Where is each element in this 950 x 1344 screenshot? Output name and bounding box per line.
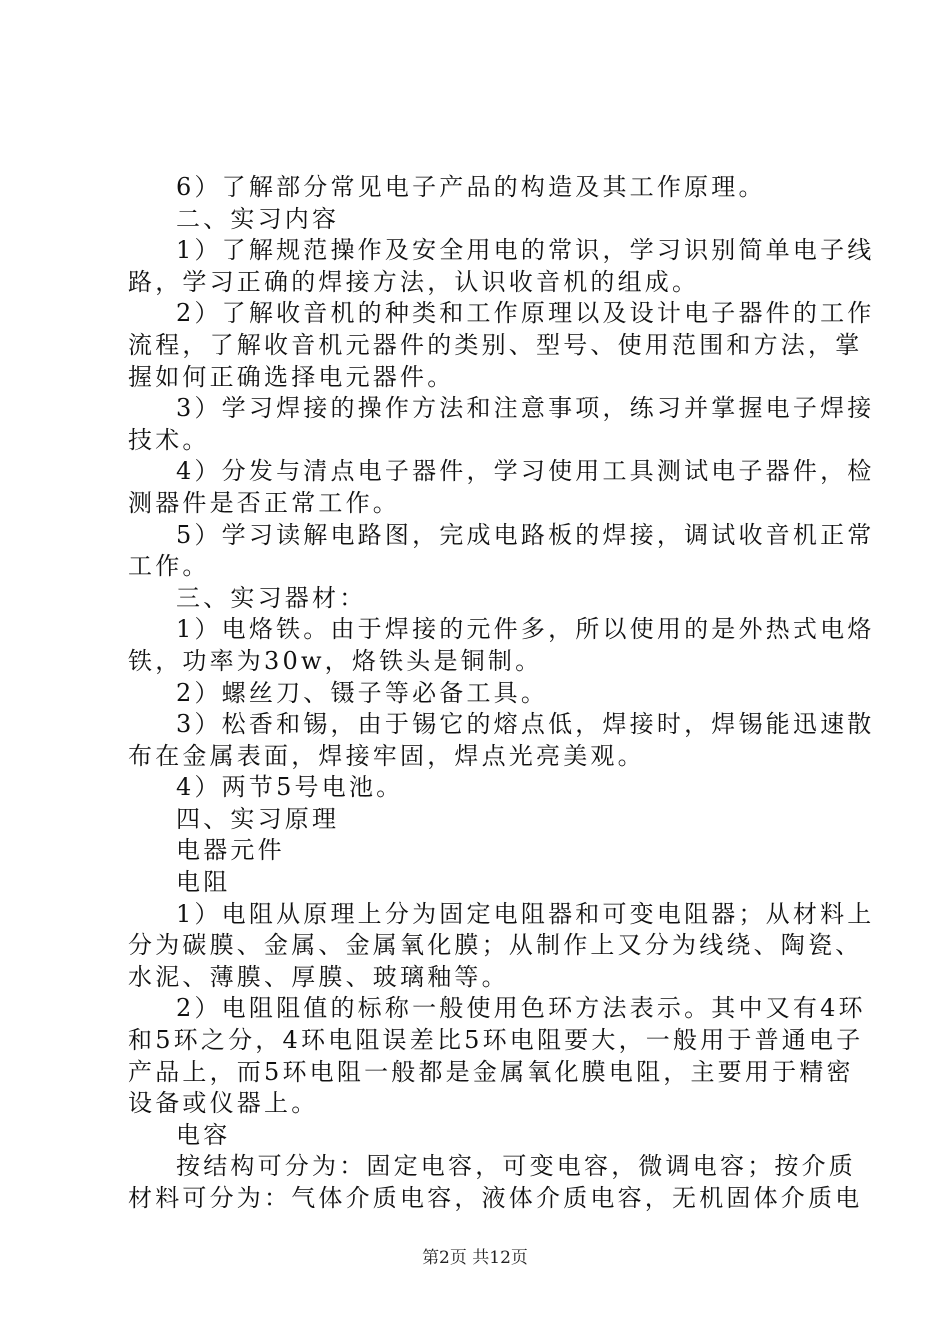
text-line: 测器件是否正常工作。 bbox=[128, 488, 400, 517]
text-line: 2）螺丝刀、镊子等必备工具。 bbox=[176, 678, 549, 707]
text-line: 和5环之分，4环电阻误差比5环电阻要大，一般用于普通电子 bbox=[128, 1026, 864, 1055]
text-line: 4）两节5号电池。 bbox=[176, 773, 404, 802]
text-line: 2）电阻阻值的标称一般使用色环方法表示。其中又有4环 bbox=[176, 994, 866, 1023]
text-line: 三、实习器材： bbox=[176, 583, 367, 612]
text-line: 四、实习原理 bbox=[176, 804, 340, 833]
text-line: 3）松香和锡，由于锡它的熔点低，焊接时，焊锡能迅速散 bbox=[176, 710, 875, 739]
text-line: 1）电阻从原理上分为固定电阻器和可变电阻器；从材料上 bbox=[176, 899, 875, 928]
text-line: 二、实习内容 bbox=[176, 204, 340, 233]
text-line: 握如何正确选择电元器件。 bbox=[128, 362, 455, 391]
text-line: 电器元件 bbox=[176, 836, 285, 865]
text-line: 铁，功率为30w，烙铁头是铜制。 bbox=[128, 646, 543, 675]
text-line: 3）学习焊接的操作方法和注意事项，练习并掌握电子焊接 bbox=[176, 394, 875, 423]
text-line: 工作。 bbox=[128, 552, 210, 581]
text-line: 技术。 bbox=[128, 425, 210, 454]
page-footer: 第2页 共12页 bbox=[422, 1248, 528, 1268]
text-line: 1）了解规范操作及安全用电的常识，学习识别简单电子线 bbox=[176, 236, 875, 265]
text-line: 路，学习正确的焊接方法，认识收音机的组成。 bbox=[128, 267, 700, 296]
text-line: 布在金属表面，焊接牢固，焊点光亮美观。 bbox=[128, 741, 645, 770]
text-line: 水泥、薄膜、厚膜、玻璃釉等。 bbox=[128, 962, 509, 991]
text-line: 6）了解部分常见电子产品的构造及其工作原理。 bbox=[176, 173, 766, 201]
text-line: 流程，了解收音机元器件的类别、型号、使用范围和方法，掌 bbox=[128, 330, 863, 359]
text-line: 电容 bbox=[176, 1120, 231, 1149]
text-line: 电阻 bbox=[176, 868, 231, 897]
text-line: 2）了解收音机的种类和工作原理以及设计电子器件的工作 bbox=[176, 299, 875, 328]
text-line: 4）分发与清点电子器件，学习使用工具测试电子器件，检 bbox=[176, 457, 875, 486]
text-line: 产品上，而5环电阻一般都是金属氧化膜电阻，主要用于精密 bbox=[128, 1057, 854, 1086]
text-line: 分为碳膜、金属、金属氧化膜；从制作上又分为线绕、陶瓷、 bbox=[128, 931, 863, 960]
text-line: 1）电烙铁。由于焊接的元件多，所以使用的是外热式电烙 bbox=[176, 615, 875, 644]
text-line: 材料可分为：气体介质电容，液体介质电容，无机固体介质电 bbox=[128, 1184, 863, 1212]
text-line: 按结构可分为：固定电容，可变电容，微调电容；按介质 bbox=[176, 1152, 856, 1181]
document-body bbox=[128, 172, 875, 1215]
text-line: 设备或仪器上。 bbox=[128, 1089, 319, 1118]
text-line: 5）学习读解电路图，完成电路板的焊接，调试收音机正常 bbox=[176, 520, 875, 549]
